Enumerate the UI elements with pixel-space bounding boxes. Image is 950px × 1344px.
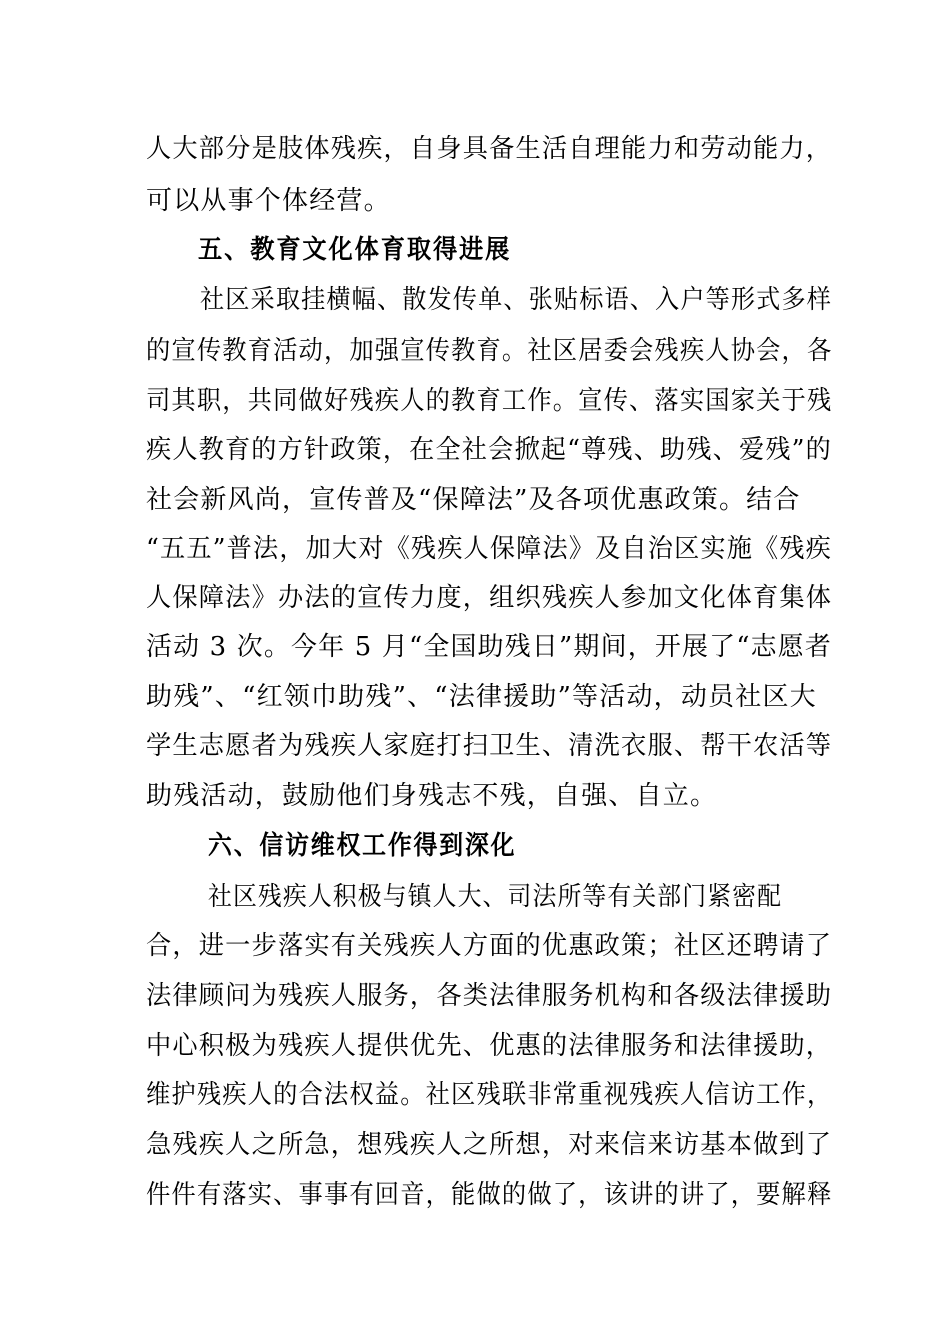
body-text-line: 社会新风尚，宣传普及“保障法”及各项优惠政策。结合 (146, 485, 801, 515)
body-text-line: 中心积极为残疾人提供优先、优惠的法律服务和法律援助， (146, 1031, 833, 1061)
section-heading-6: 六、信访维权工作得到深化 (208, 831, 517, 861)
body-text-line: 疾人教育的方针政策，在全社会掀起“尊残、助残、爱残”的 (146, 435, 832, 465)
section-heading-5: 五、教育文化体育取得进展 (198, 235, 512, 265)
paragraph-first-line: 社区残疾人积极与镇人大、司法所等有关部门紧密配 (208, 882, 783, 912)
body-text-line: 司其职，共同做好残疾人的教育工作。宣传、落实国家关于残 (146, 386, 833, 416)
body-text-line: 法律顾问为残疾人服务，各类法律服务机构和各级法律援助 (146, 981, 833, 1011)
body-text-line: 可以从事个体经营。 (146, 186, 391, 216)
body-text-line: “五五”普法，加大对《残疾人保障法》及自治区实施《残疾 (146, 534, 832, 564)
body-text-line: 活动 3 次。今年 5 月“全国助残日”期间，开展了“志愿者 (146, 632, 833, 662)
body-text-line: 维护残疾人的合法权益。社区残联非常重视残疾人信访工作， (146, 1080, 833, 1110)
body-text-line: 学生志愿者为残疾人家庭打扫卫生、清洗衣服、帮干农活等 (146, 731, 833, 761)
body-text-line: 急残疾人之所急，想残疾人之所想，对来信来访基本做到了 (146, 1130, 833, 1160)
paragraph-first-line: 社区采取挂横幅、散发传单、张贴标语、入户等形式多样 (200, 285, 833, 315)
body-text-line: 的宣传教育活动，加强宣传教育。社区居委会残疾人协会，各 (146, 336, 833, 366)
body-text-line: 助残活动，鼓励他们身残志不残，自强、自立。 (146, 781, 718, 811)
body-text-line: 人保障法》办法的宣传力度，组织残疾人参加文化体育集体 (146, 583, 833, 613)
body-text-line: 件件有落实、事事有回音，能做的做了，该讲的讲了，要解释 (146, 1180, 833, 1210)
body-text-line: 人大部分是肢体残疾，自身具备生活自理能力和劳动能力， (146, 134, 833, 164)
body-text-line: 助残”、“红领巾助残”、“法律援助”等活动，动员社区大 (146, 682, 817, 712)
body-text-line: 合，进一步落实有关残疾人方面的优惠政策；社区还聘请了 (146, 931, 833, 961)
